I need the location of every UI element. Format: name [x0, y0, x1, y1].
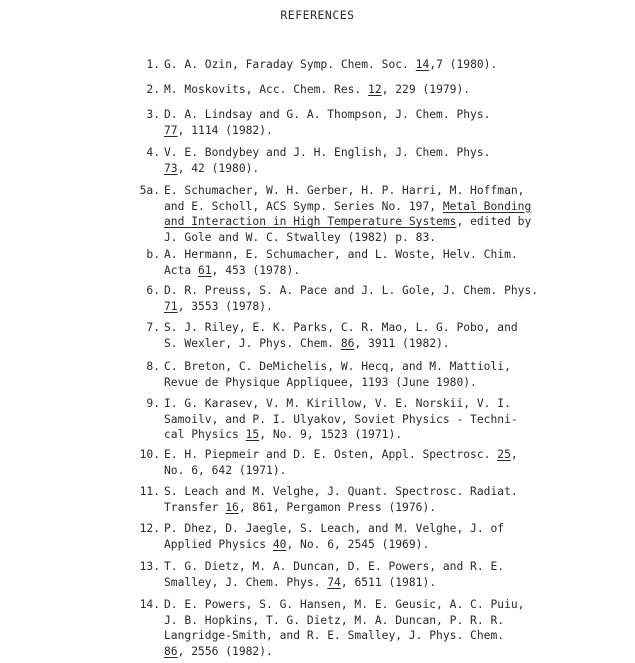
reference-line: J. Gole and W. C. Stwalley (1982) p. 83. [164, 230, 437, 244]
reference-number: 4. [146, 146, 160, 159]
reference-line: I. G. Karasev, V. M. Kirillow, V. E. Norskii, V. I. [164, 397, 511, 410]
reference-item [120, 484, 620, 515]
reference-item [120, 247, 620, 278]
reference-line: V. E. Bondybey and J. H. English, J. Chem. Phys. [164, 146, 491, 159]
reference-item [120, 107, 620, 138]
reference-text [164, 107, 620, 138]
reference-item [120, 283, 620, 314]
reference-line: and Interaction in High Temperature Systems, edited by [164, 215, 532, 228]
reference-text [164, 57, 620, 73]
reference-line: M. Moskovits, Acc. Chem. Res. 12, 229 (1979). [164, 83, 471, 96]
reference-line: Langridge-Smith, and R. E. Smalley, J. Phys. Chem. [164, 629, 505, 642]
reference-text [164, 82, 620, 98]
reference-text [164, 447, 620, 478]
reference-item [120, 320, 620, 351]
reference-text [164, 247, 620, 278]
reference-line: Applied Physics 40, No. 6, 2545 (1969). [164, 537, 430, 551]
reference-item [120, 559, 620, 590]
reference-line: C. Breton, C. DeMichelis, W. Hecq, and M. Mattioli, [164, 360, 511, 373]
reference-line: E. Schumacher, W. H. Gerber, H. P. Harri, M. Hoffman, [164, 184, 525, 197]
reference-number: 8. [146, 360, 160, 373]
reference-number: 1. [146, 58, 160, 71]
reference-text [164, 283, 620, 314]
reference-item [120, 57, 620, 73]
reference-text [164, 521, 620, 552]
reference-item [120, 183, 620, 245]
reference-item [120, 521, 620, 552]
reference-line: G. A. Ozin, Faraday Symp. Chem. Soc. 14,7 (1980). [164, 58, 498, 71]
reference-text [164, 597, 620, 659]
reference-line: 73, 42 (1980). [164, 161, 260, 175]
reference-text [164, 559, 620, 590]
reference-number: 6. [146, 284, 160, 297]
reference-line: E. H. Piepmeir and D. E. Osten, Appl. Spectrosc. 25, [164, 448, 518, 461]
reference-text [164, 320, 620, 351]
reference-line: A. Hermann, E. Schumacher, and L. Woste, Helv. Chim. [164, 248, 518, 261]
reference-line: Acta 61, 453 (1978). [164, 263, 301, 277]
reference-item [120, 82, 620, 98]
reference-line: T. G. Dietz, M. A. Duncan, D. E. Powers, and R. E. [164, 560, 505, 573]
reference-line: D. E. Powers, S. G. Hansen, M. E. Geusic, A. C. Puiu, [164, 598, 525, 611]
reference-item [120, 447, 620, 478]
reference-line: J. B. Hopkins, T. G. Dietz, M. A. Duncan, P. R. R. [164, 613, 505, 627]
reference-line: cal Physics 15, No. 9, 1523 (1971). [164, 428, 403, 441]
reference-number: 2. [146, 83, 160, 96]
page-title: REFERENCES [280, 8, 355, 22]
reference-number: 11. [139, 485, 160, 498]
reference-line: P. Dhez, D. Jaegle, S. Leach, and M. Velghe, J. of [164, 522, 505, 535]
reference-line: S. J. Riley, E. K. Parks, C. R. Mao, L. G. Pobo, and [164, 321, 518, 334]
reference-text [164, 145, 620, 176]
reference-line: Smalley, J. Chem. Phys. 74, 6511 (1981). [164, 575, 437, 589]
reference-item [120, 597, 620, 659]
reference-number: 12. [139, 522, 160, 535]
reference-item [120, 145, 620, 176]
reference-line: D. A. Lindsay and G. A. Thompson, J. Chem. Phys. [164, 108, 491, 121]
reference-text [164, 396, 620, 443]
reference-number: 10. [139, 448, 160, 461]
reference-number: 7. [146, 321, 160, 334]
reference-number: 9. [146, 397, 160, 410]
reference-line: Revue de Physique Appliquee, 1193 (June 1980). [164, 375, 477, 389]
reference-line: and E. Scholl, ACS Symp. Series No. 197, Metal Bonding [164, 199, 532, 213]
reference-text [164, 359, 620, 390]
reference-line: D. R. Preuss, S. A. Pace and J. L. Gole, J. Chem. Phys. [164, 284, 539, 297]
reference-number: 14. [139, 598, 160, 611]
reference-line: Transfer 16, 861, Pergamon Press (1976). [164, 500, 437, 514]
reference-line: No. 6, 642 (1971). [164, 463, 287, 477]
reference-item [120, 359, 620, 390]
reference-item [120, 396, 620, 443]
reference-number: b. [146, 248, 160, 261]
reference-line: Samoilv, and P. I. Ulyakov, Soviet Physics - Techni- [164, 412, 518, 426]
reference-number: 5a. [139, 184, 160, 197]
reference-number: 3. [146, 108, 160, 121]
reference-line: 71, 3553 (1978). [164, 299, 273, 313]
reference-line: S. Wexler, J. Phys. Chem. 86, 3911 (1982). [164, 336, 450, 350]
reference-line: 77, 1114 (1982). [164, 123, 273, 137]
reference-text [164, 183, 620, 245]
reference-line: S. Leach and M. Velghe, J. Quant. Spectrosc. Radiat. [164, 485, 518, 498]
reference-number: 13. [139, 560, 160, 573]
reference-line: 86, 2556 (1982). [164, 644, 273, 658]
reference-text [164, 484, 620, 515]
